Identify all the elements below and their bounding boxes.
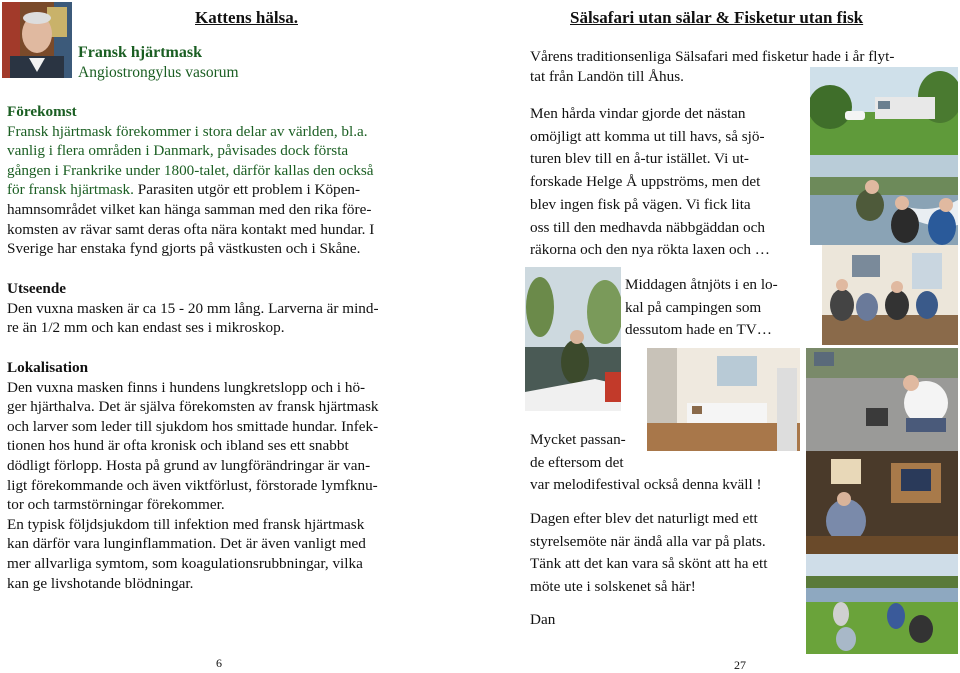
body-line: och larver som leder till sjukdom hos smittade hundar. Infek- — [7, 417, 379, 435]
body-line: kan därför vara lunginflammation. Det är även vanligt med — [7, 535, 366, 553]
right-page-title: Sälsafari utan sälar & Fisketur utan fisk — [570, 8, 864, 27]
body-line: dödligt förlopp. Hosta på grund av lungförändringar är van- — [7, 456, 371, 474]
body-line: kan ge livshotande blödningar. — [7, 574, 194, 592]
body-line: tat från Landön till Åhus. — [530, 67, 684, 85]
body-line: Den vuxna masken finns i hundens lungkretslopp och i hö- — [7, 378, 366, 396]
body-line: forskade Helge Å uppströms, men det — [530, 173, 761, 191]
body-line: för fransk hjärtmask. Parasiten utgör ett problem i Köpen- — [7, 181, 361, 199]
species-name: Fransk hjärtmask — [78, 44, 203, 61]
body-line: dessutom hade en TV… — [625, 321, 772, 339]
body-line: ligt förekommande och även viktförlust, förstorade lymfknu- — [7, 476, 378, 494]
paragraph-dinner — [625, 274, 815, 342]
paragraph-meeting — [530, 508, 810, 599]
body-line: gången i Frankrike under 1800-talet, därför kallas den också — [7, 161, 374, 179]
page-number-left: 6 — [216, 656, 222, 670]
body-line: hamnsområdet vilket kan hänga samman med den rika före- — [7, 200, 372, 218]
body-line: oss till den medhavda näbbgäddan och — [530, 218, 765, 236]
camping-photo — [810, 67, 958, 155]
dinner-photo — [822, 245, 958, 345]
page-number-right: 27 — [734, 658, 746, 672]
section-heading: Lokalisation — [7, 359, 89, 376]
section-heading: Förekomst — [7, 103, 77, 120]
body-line: omöjligt att komma ut till havs, så sjö- — [530, 127, 765, 145]
paragraph-boat-trip — [530, 103, 810, 262]
section-heading: Utseende — [7, 280, 67, 297]
body-line: Vårens traditionsenliga Sälsafari med fisketur hade i år flyt- — [530, 48, 895, 65]
body-line: Mycket passan- — [530, 431, 626, 448]
body-line: Men hårda vindar gjorde det nästan — [530, 105, 746, 122]
boat-trip-photo — [810, 155, 958, 245]
body-line: En typisk följdsjukdom till infektion med fransk hjärtmask — [7, 515, 365, 533]
body-line: re än 1/2 mm och kan endast ses i mikroskop. — [7, 319, 285, 337]
body-line: möte ute i solskenet så här! — [530, 578, 696, 596]
body-line: de eftersom det — [530, 453, 624, 471]
body-line: komsten av rävar samt deras ofta nära kontakt med hundar. I — [7, 220, 375, 238]
body-line: ger hjärthalva. Det är själva förekomsten av fransk hjärtmask — [7, 398, 379, 416]
body-line: styrelsemöte när ändå alla var på plats. — [530, 532, 766, 550]
body-line: tionen hos hund är ofta kronisk och ibland ses ett snabbt — [7, 437, 349, 455]
section-forekomst — [7, 102, 447, 259]
body-line: var melodifestival också denna kväll ! — [530, 476, 762, 494]
body-line: räkorna och den nya rökta laxen och … — [530, 241, 770, 259]
man-crouching-photo — [806, 348, 958, 451]
section-lokalisation — [7, 358, 447, 593]
body-line: blev ingen fisk på vägen. Vi fick lita — [530, 195, 751, 213]
signature: Dan — [530, 611, 556, 628]
tv-evening-photo — [806, 451, 958, 554]
left-page-title: Kattens hälsa. — [195, 8, 298, 27]
body-line: Fransk hjärtmask förekommer i stora delar av världen, bl.a. — [7, 122, 368, 140]
species-latin-name: Angiostrongylus vasorum — [78, 64, 239, 81]
portrait-photo — [2, 2, 72, 78]
outdoor-meeting-photo — [806, 554, 958, 654]
section-utseende — [7, 279, 447, 338]
body-line: Sverige har enstaka fynd gjorts på västkusten och i Skåne. — [7, 240, 361, 258]
body-line: turen blev till en å-tur istället. Vi ut- — [530, 150, 749, 168]
body-line: Dagen efter blev det naturligt med ett — [530, 510, 758, 527]
body-line: tor och tarmstörningar förekommer. — [7, 496, 225, 514]
body-line: Middagen åtnjöts i en lo- — [625, 276, 778, 293]
fishing-photo — [525, 267, 621, 411]
body-line: Tänk att det kan vara så skönt att ha ett — [530, 555, 768, 573]
body-line: Den vuxna masken är ca 15 - 20 mm lång. Larverna är mind- — [7, 299, 379, 317]
body-line: vanlig i flera områden i Danmark, påvisades dock första — [7, 142, 349, 160]
body-line: mer allvarliga symtom, som koagulationsrubbningar, vilka — [7, 554, 363, 572]
body-line: kal på campingen som — [625, 298, 762, 316]
kitchen-photo — [647, 348, 800, 451]
